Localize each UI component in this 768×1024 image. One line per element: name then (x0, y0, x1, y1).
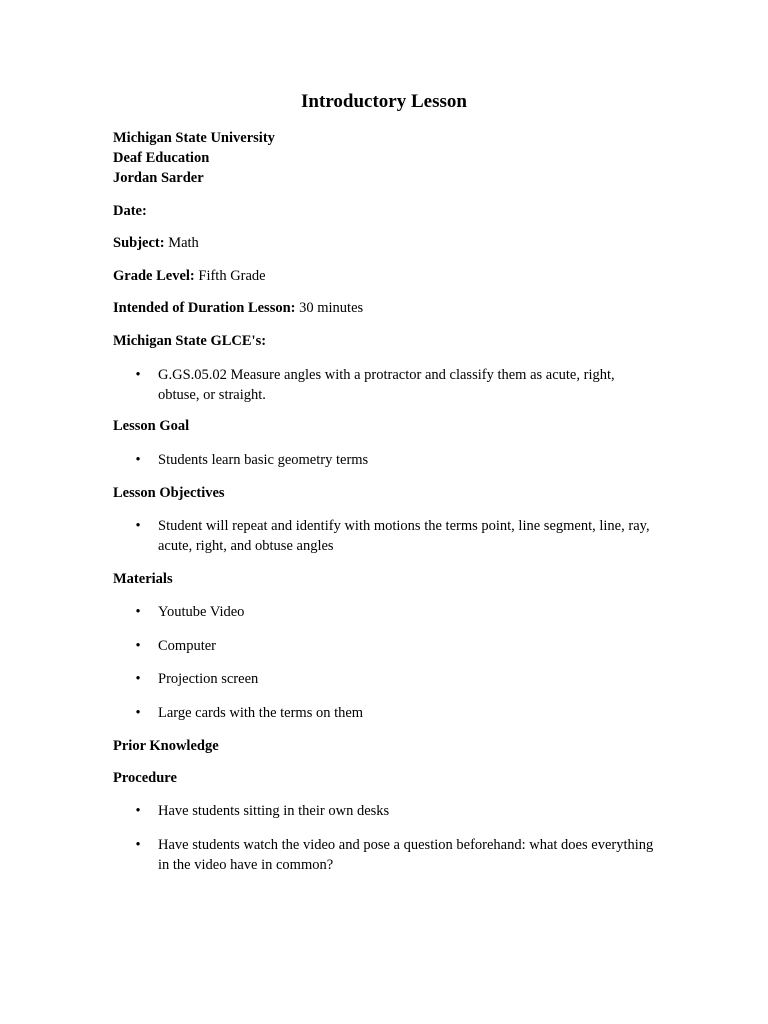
subject-value: Math (164, 235, 199, 251)
bullet-icon: • (135, 803, 141, 819)
header-block (113, 128, 658, 188)
bullet-icon: • (135, 837, 141, 853)
grade-label: Grade Level: (113, 268, 195, 284)
bullet-icon: • (135, 452, 141, 468)
objective-item: Student will repeat and identify with motions the terms point, line segment, line, ray, acute, right, and obtuse angles (158, 518, 650, 554)
date-line (113, 201, 658, 221)
header-university: Michigan State University (113, 130, 275, 146)
list-item (113, 703, 658, 723)
material-item: Computer (158, 638, 216, 654)
document-title: Introductory Lesson (301, 91, 467, 112)
header-department: Deaf Education (113, 150, 210, 166)
list-item (113, 516, 658, 556)
header-author: Jordan Sarder (113, 170, 204, 186)
duration-line (113, 298, 658, 318)
prior-knowledge-heading: Prior Knowledge (113, 738, 219, 754)
material-item: Projection screen (158, 671, 259, 687)
procedure-heading: Procedure (113, 770, 177, 786)
grade-line (113, 266, 658, 286)
objectives-heading: Lesson Objectives (113, 485, 225, 501)
procedure-item: Have students watch the video and pose a question beforehand: what does everything in the video have in common? (158, 837, 654, 873)
goal-heading: Lesson Goal (113, 418, 190, 434)
list-item (113, 636, 658, 656)
duration-label: Intended of Duration Lesson: (113, 300, 296, 316)
list-item (113, 602, 658, 622)
list-item (113, 450, 658, 470)
bullet-icon: • (135, 518, 141, 534)
date-label: Date: (113, 203, 147, 219)
list-item (113, 801, 658, 821)
material-item: Youtube Video (158, 604, 245, 620)
list-item (113, 365, 658, 405)
bullet-icon: • (135, 604, 141, 620)
list-item (113, 835, 658, 875)
glce-item: G.GS.05.02 Measure angles with a protractor and classify them as acute, right, obtuse, or straight. (158, 367, 615, 403)
material-item: Large cards with the terms on them (158, 705, 364, 721)
subject-line (113, 233, 658, 253)
bullet-icon: • (135, 638, 141, 654)
bullet-icon: • (135, 705, 141, 721)
duration-value: 30 minutes (295, 300, 364, 316)
list-item (113, 669, 658, 689)
bullet-icon: • (135, 367, 141, 383)
glce-heading: Michigan State GLCE's: (113, 333, 267, 349)
bullet-icon: • (135, 671, 141, 687)
grade-value: Fifth Grade (194, 268, 266, 284)
subject-label: Subject: (113, 235, 165, 251)
goal-item: Students learn basic geometry terms (158, 452, 369, 468)
procedure-item: Have students sitting in their own desks (158, 803, 390, 819)
materials-heading: Materials (113, 571, 173, 587)
